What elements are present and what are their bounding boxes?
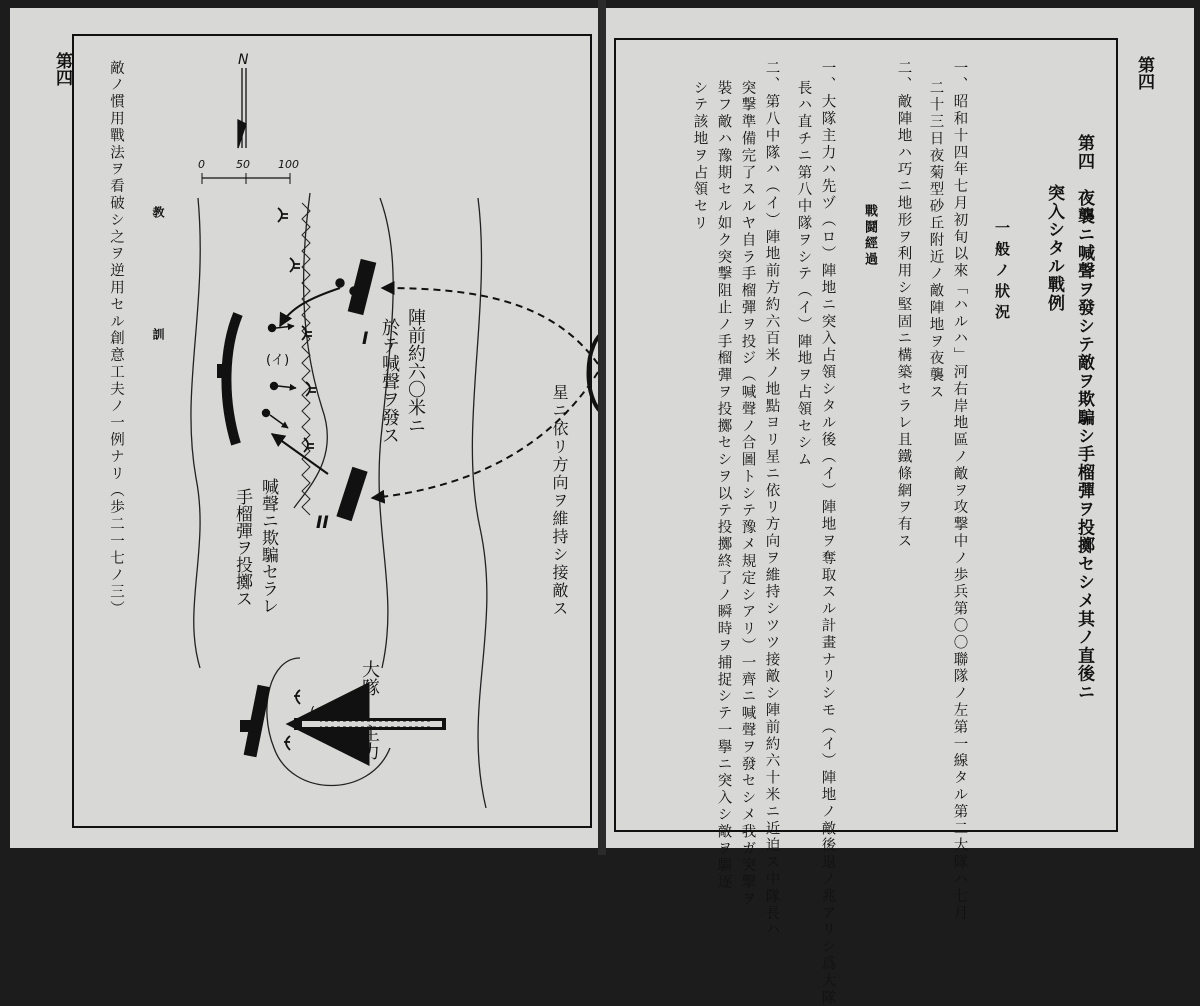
unit-label-ro: (ロ) — [310, 705, 334, 720]
scale-label-100: 100 — [278, 158, 299, 171]
right-page-header: 第四 — [1134, 56, 1154, 90]
right-page — [606, 8, 1194, 1006]
paragraph-1: 一、昭和十四年七月初旬以來「ハルハ」河右岸地區ノ敵ヲ攻撃中ノ歩兵第〇〇聯隊ノ左第一線タル第二大隊ハ七月 — [951, 60, 968, 922]
annotation-deceived: 喊聲ニ欺騙セラレ — [258, 478, 278, 614]
map-side-label-1: 教 — [151, 206, 165, 218]
scale-bar — [198, 158, 299, 184]
annotation-shout: 陣前約六〇米ニ — [405, 308, 426, 434]
platoon-i — [348, 259, 377, 349]
assault-arrows — [272, 288, 340, 474]
left-page-header: 第四 — [52, 52, 72, 86]
annotation-battalion-2: 主力 — [359, 724, 380, 760]
paragraph-1-cont: 二十三日夜菊型砂丘附近ノ敵陣地ヲ夜襲ス — [927, 80, 944, 402]
north-label: N — [238, 52, 249, 68]
chapter-title-line2: 突入シタル戰例 — [1044, 184, 1064, 313]
paragraph-4-cont-3: シテ該地ヲ占領セリ — [691, 80, 708, 233]
scale-label-50: 50 — [236, 158, 250, 171]
annotation-battalion: 大隊 — [359, 660, 380, 696]
north-arrow — [238, 52, 249, 148]
lesson-note: 敵ノ慣用戰法ヲ看破シ之ヲ逆用セル創意工夫ノ一例ナリ（歩二一七ノ三） — [108, 60, 124, 618]
paragraph-4: 二、第八中隊ハ（イ）陣地前方約六百米ノ地點ヨリ星ニ依リ方向ヲ維持シツツ接敵シ陣前約六十米ニ近迫ス中隊長ハ — [763, 60, 780, 939]
platoon-ii — [316, 467, 368, 533]
chapter-title: 第四 夜襲ニ喊聲ヲ發シテ敵ヲ欺騙シ手榴彈ヲ投擲セシメ其ノ直後ニ — [1074, 134, 1094, 702]
annotation-shout-2: 於テ喊聲ヲ發ス — [379, 318, 400, 444]
paragraph-2: 二、敵陣地ハ巧ニ地形ヲ利用シ堅固ニ構築セラレ且鐵條網ヲ有ス — [895, 60, 912, 551]
annotation-deceived-2: 手榴彈ヲ投擲ス — [232, 488, 252, 607]
enemy-position-i — [217, 314, 289, 444]
annotation-star-direction: 星ニ依リ方向ヲ維持シ接敵ス — [550, 384, 569, 618]
book-gutter — [598, 0, 606, 855]
section-battle-progress: 戰鬪經過 — [862, 204, 877, 268]
left-page — [10, 8, 598, 848]
right-page-frame — [614, 38, 1118, 832]
scale-label-0: 0 — [198, 158, 205, 171]
paragraph-4-cont-2: 裝フ敵ハ豫期セル如ク突撃阻止ノ手榴彈ヲ投擲セシヲ以テ投擲終了ノ瞬時ヲ捕捉シテ一擧ニ突入シ敵ヲ驅逐 — [715, 80, 732, 892]
map-side-label-2: 訓 — [151, 328, 165, 340]
platoon-ii-label: II — [316, 513, 329, 533]
paragraph-3-cont: 長ハ直チニ第八中隊ヲシテ（イ）陣地ヲ占領セシム — [795, 80, 812, 469]
position-arcs — [278, 208, 316, 750]
paragraph-3: 一、大隊主力ハ先ヅ（ロ）陣地ニ突入占領シタル後（イ）陣地ヲ奪取スル計畫ナリシモ（イ）陣地ノ敵後退ノ兆アリシ爲大隊 — [819, 60, 836, 1006]
platoon-i-label: I — [362, 329, 369, 349]
wire-entanglement — [302, 203, 310, 515]
unit-label-i: (イ) — [266, 353, 290, 368]
paragraph-4-cont-1: 突撃準備完了スルヤ自ラ手榴彈ヲ投ジ（喊聲ノ合圖トシテ豫メ規定シアリ）一齊ニ喊聲ヲ發セシメ我ガ突撃ヲ — [739, 80, 756, 909]
tactical-map — [10, 8, 598, 848]
section-general-situation: 一般ノ狀況 — [993, 220, 1011, 325]
